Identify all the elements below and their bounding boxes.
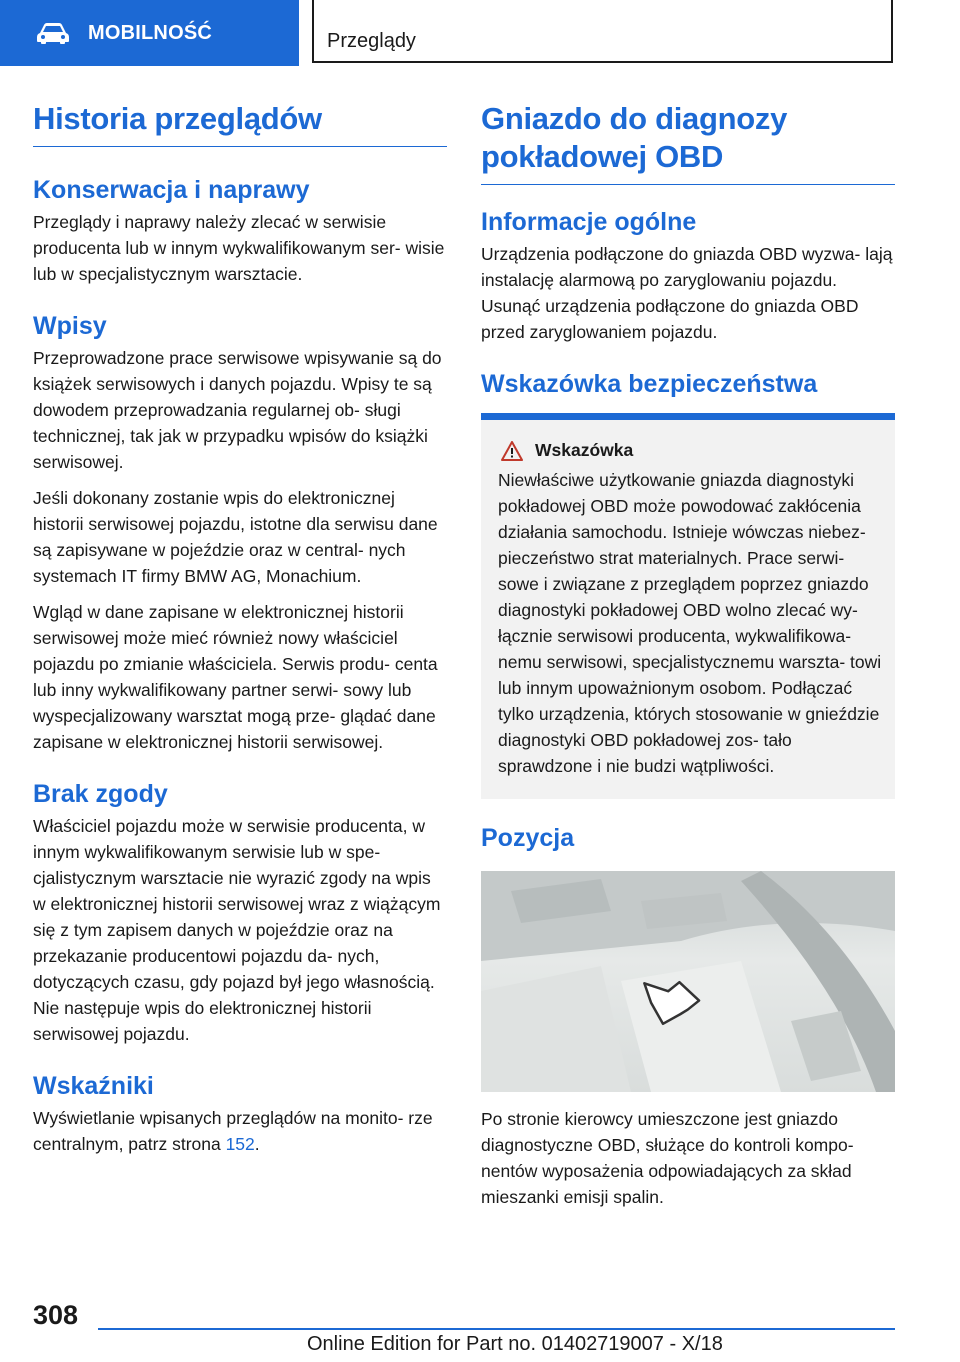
paragraph: Przeglądy i naprawy należy zlecać w serwisie producenta lub w innym wykwalifikowanym ser- wisie lub w specjalistycznym warsztacie. [33, 212, 445, 284]
page-number: 308 [33, 1300, 79, 1330]
obd-location-illustration [481, 871, 895, 1092]
section-heading: Brak zgody [33, 780, 168, 808]
paragraph: Wgląd w dane zapisane w elektronicznej historii serwisowej może mieć również nowy właściciel pojazdu po zmianie właściciela. Serwis produ- centa lub inny wykwalifikowany partner serwi- sowy lub wyspecjalizowany warsztat mogą prze- glądać dane zapisane w elektronicznej historii serwisowej. [33, 602, 438, 752]
paragraph-text: Wyświetlanie wpisanych przeglądów na monito- rze centralnym, patrz strona [33, 1108, 433, 1154]
page-link[interactable]: 152 [225, 1134, 255, 1154]
car-icon [36, 22, 70, 44]
right-column [481, 100, 895, 1210]
section-heading: Wskaźniki [33, 1072, 154, 1100]
section-heading: Informacje ogólne [481, 208, 697, 236]
edition-text: Online Edition for Part no. 01402719007 - X/18 [307, 1333, 723, 1355]
section-tab [0, 0, 299, 66]
paragraph: Przeprowadzone prace serwisowe wpisywanie są do książek serwisowych i danych pojazdu. Wpisy te są dowodem przeprowadzania regularnej ob- sługi technicznej, tak jak w przypadku wpisów do książki serwisowej. [33, 348, 442, 472]
left-column [33, 100, 447, 1157]
chapter-header [312, 0, 893, 63]
paragraph: Właściciel pojazdu może w serwisie producenta, w innym wykwalifikowanym serwisie lub w spe- cjalistycznym warsztacie nie wyrazić zgody na wpis w elektronicznej historii serwisowej wraz z wiążącym się z tym zapisem danych w pojeździe oraz na przekazanie producentowi pojazdu da- nych, dotyczących czasu, gdy pojazd był jego własnością. Nie następuje wpis do elektronicznej historii serwisowej pojazdu. [33, 816, 441, 1044]
obd-location-photo [481, 871, 895, 1092]
chapter-title: Przeglądy [327, 30, 416, 52]
photo-caption: Po stronie kierowcy umieszczone jest gniazdo diagnostyczne OBD, służące do kontroli kompo- nentów wyposażenia odpowiadających za skład mieszanki emisji spalin. [481, 1109, 854, 1207]
section-heading: Wskazówka bezpieczeństwa [481, 370, 818, 398]
warning-title: Wskazówka [535, 440, 634, 460]
section-title: MOBILNOŚĆ [88, 21, 213, 44]
warning-header [493, 440, 883, 461]
paragraph: Jeśli dokonany zostanie wpis do elektronicznej historii serwisowej pojazdu, istotne dla serwisu dane są zapisywane w pojeździe oraz w central- nych systemach IT firmy BMW AG, Monachium. [33, 488, 438, 586]
footer-divider [98, 1328, 895, 1330]
paragraph: Urządzenia podłączone do gniazda OBD wyzwa- lają instalację alarmową po zaryglowaniu pojazdu. Usunąć urządzenia podłączone do gniazda OBD przed zaryglowaniem pojazdu. [481, 244, 893, 342]
paragraph-text: . [254, 1134, 260, 1154]
section-heading: Konserwacja i naprawy [33, 176, 310, 204]
warning-triangle-icon [501, 441, 523, 461]
section-heading: Wpisy [33, 312, 107, 340]
section-heading: Pozycja [481, 824, 575, 852]
warning-box [481, 413, 895, 799]
paragraph [33, 1105, 447, 1157]
page-title: Historia przeglądów [33, 100, 447, 147]
page-title: Gniazdo do diagnozy pokładowej OBD [481, 100, 895, 185]
warning-text: Niewłaściwe użytkowanie gniazda diagnostyki pokładowej OBD może powodować zakłócenia działania samochodu. Istnieje wówczas niebez- pieczeństwo strat materialnych. Prace serwi- sowe i związane z przeglądem poprzez gniazdo diagnostyki pokładowej OBD wolno zlecać wy- łącznie serwisowi producenta, wykwalifikowa- nemu serwisowi, specjalistycznemu warszta- towi lub innym upoważnionym osobom. Podłączać tylko urządzenia, których stosowanie w gnieździe diagnostyki OBD pokładowej zos- tało sprawdzone i nie budzi wątpliwości. [498, 470, 882, 776]
